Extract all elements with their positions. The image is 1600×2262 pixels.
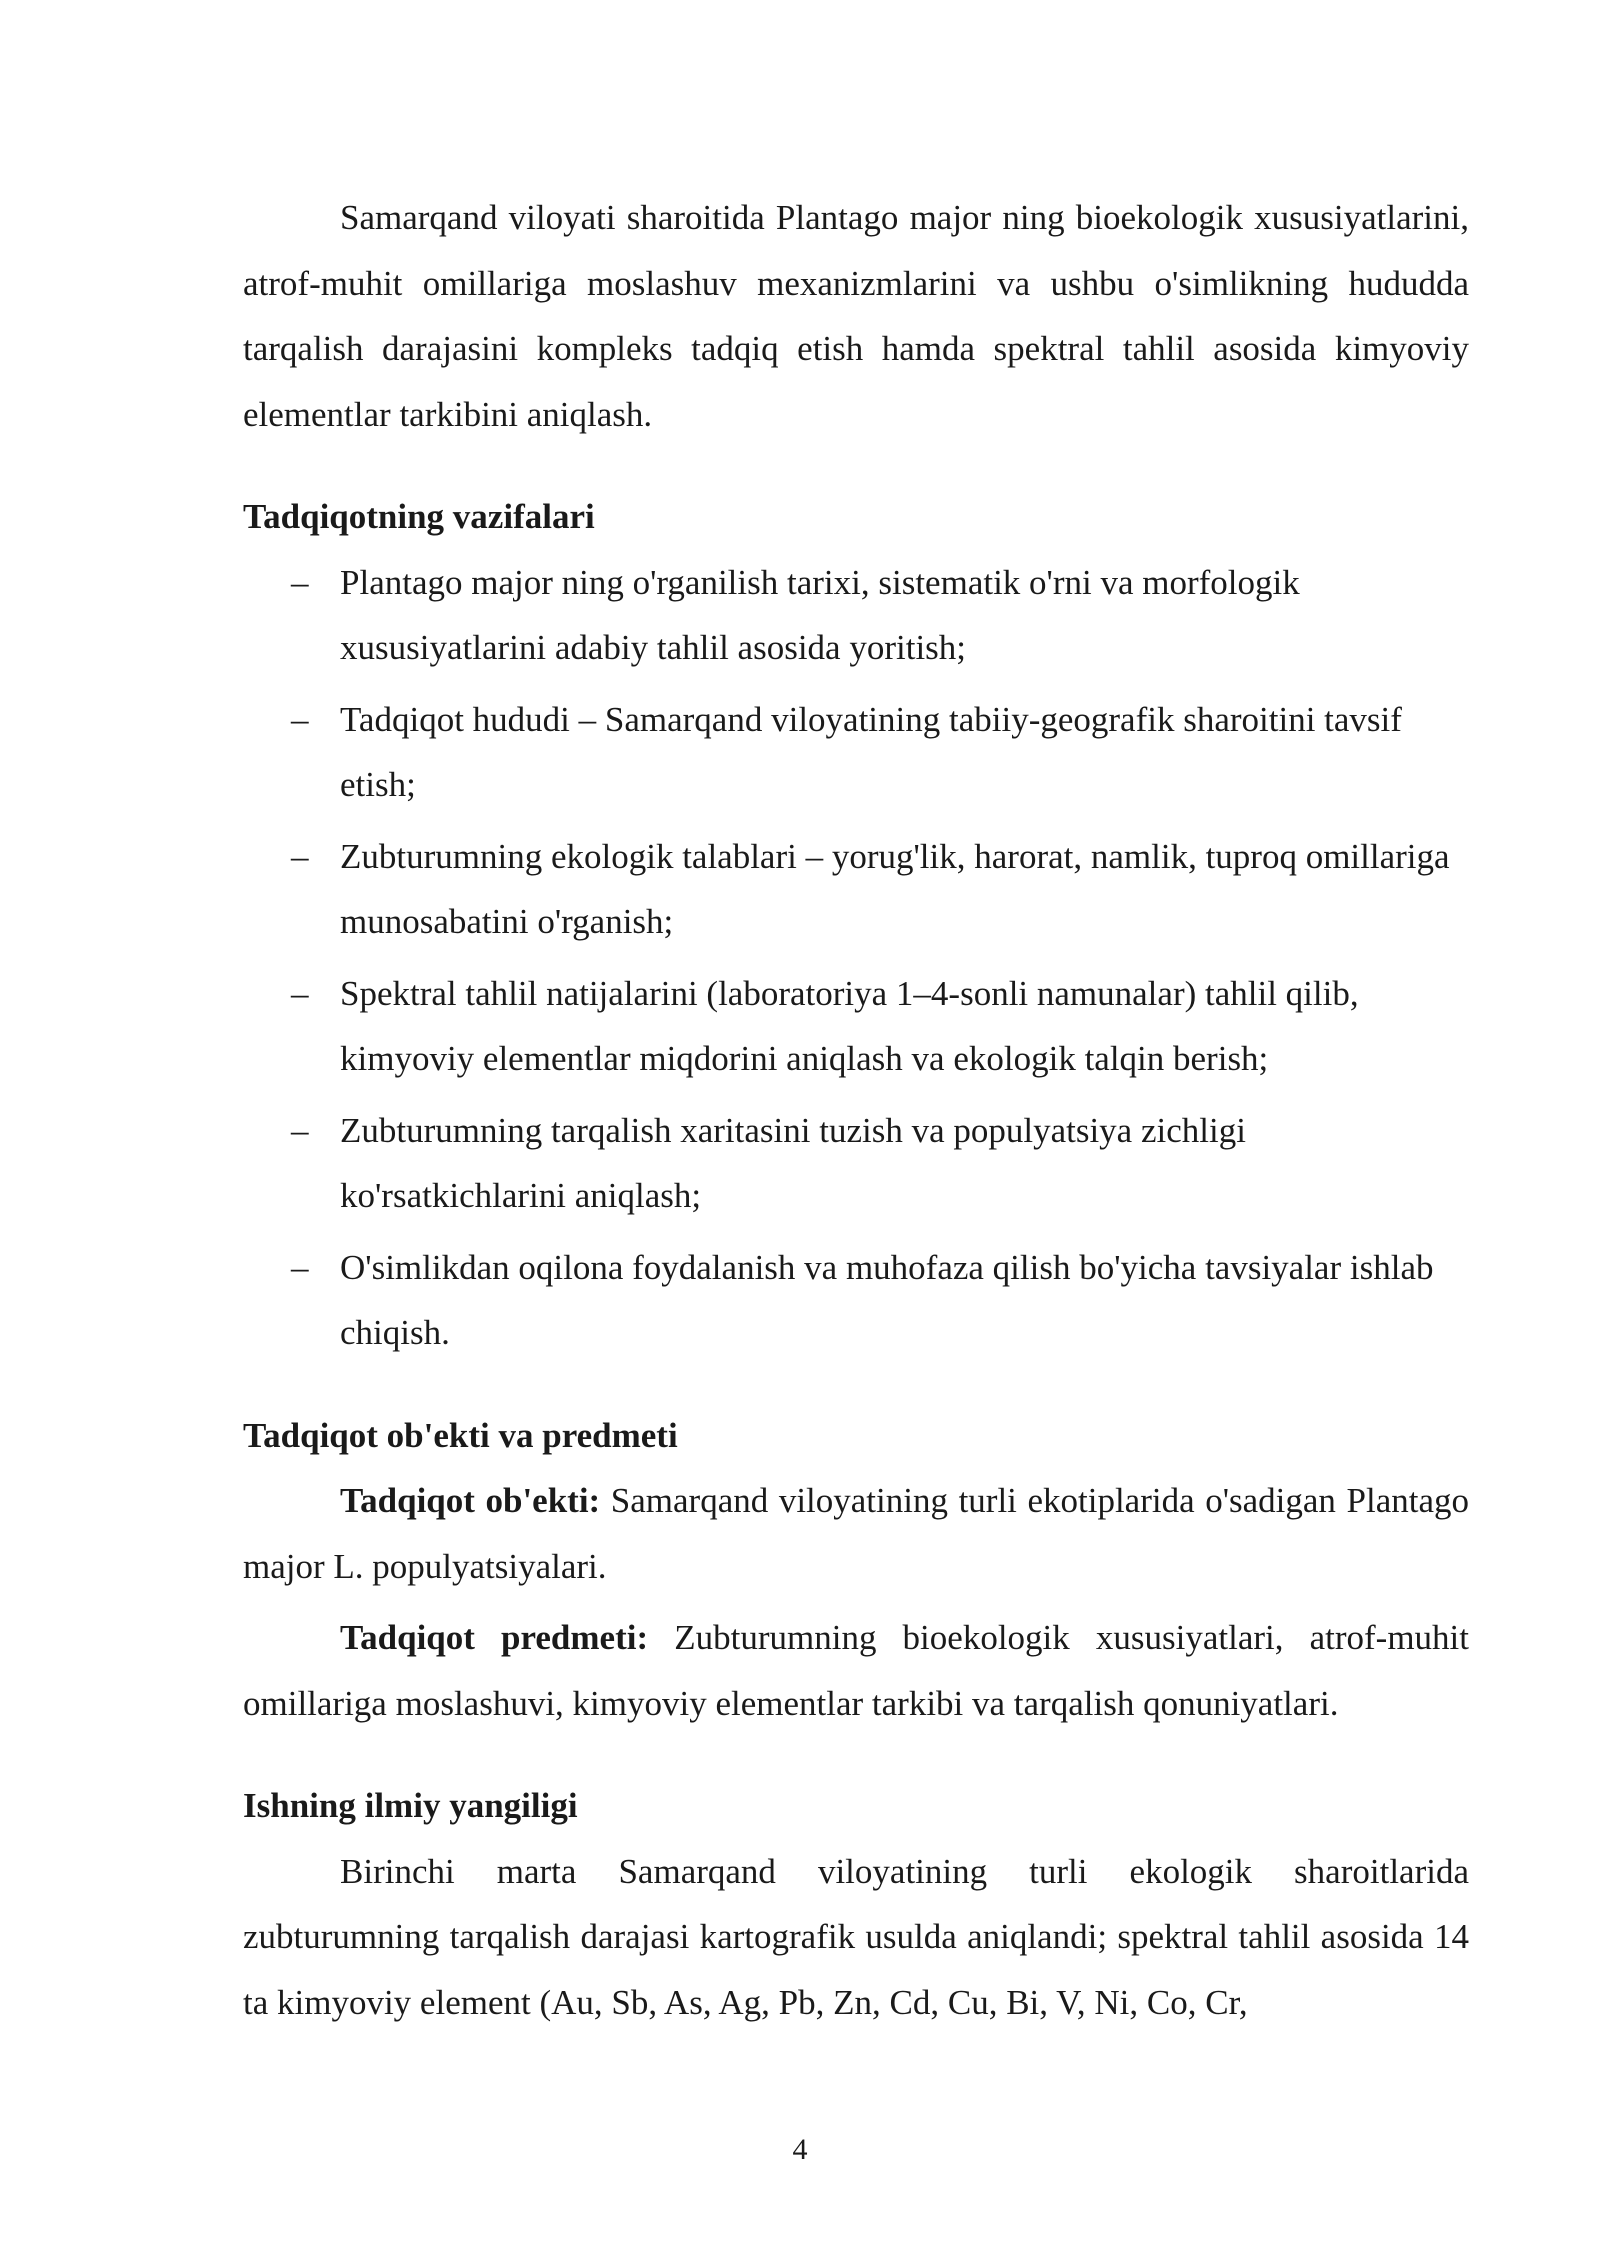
list-item	[243, 961, 1469, 1092]
subject-paragraph	[243, 1605, 1469, 1736]
list-item-text: O'simlikdan oqilona foydalanish va muhofaza qilish bo'yicha tavsiyalar ishlab chiqish.	[340, 1247, 1434, 1352]
list-dash: –	[291, 699, 309, 739]
list-dash: –	[291, 836, 309, 876]
subject-label: Tadqiqot predmeti:	[340, 1618, 649, 1657]
list-dash: –	[291, 973, 309, 1013]
object-label: Tadqiqot ob'ekti:	[340, 1481, 601, 1520]
page-number: 4	[792, 2133, 808, 2166]
list-item	[243, 1235, 1469, 1366]
list-item-text: Zubturumning ekologik talablari – yorug'lik, harorat, namlik, tuproq omillariga munosabatini o'rganish;	[340, 836, 1450, 941]
tasks-heading: Tadqiqotning vazifalari	[243, 497, 595, 536]
object-text: Samarqand viloyatining turli ekotiplarida o'sadigan Plantago major L. populyatsiyalari.	[243, 1481, 1469, 1586]
list-item	[243, 550, 1469, 681]
list-item-text: Zubturumning tarqalish xaritasini tuzish va populyatsiya zichligi ko'rsatkichlarini aniqlash;	[340, 1110, 1246, 1215]
list-item	[243, 1098, 1469, 1229]
novelty-heading: Ishning ilmiy yangiligi	[243, 1786, 578, 1825]
list-item-text: Tadqiqot hududi – Samarqand viloyatining tabiiy-geografik sharoitini tavsif etish;	[340, 699, 1402, 804]
list-item	[243, 824, 1469, 955]
list-dash: –	[291, 562, 309, 602]
tasks-list	[243, 550, 1469, 1366]
subject-text: Zubturumning bioekologik xususiyatlari, atrof-muhit omillariga moslashuvi, kimyoviy elementlar tarkibi va tarqalish qonuniyatlari.	[243, 1618, 1469, 1723]
novelty-paragraph: Birinchi marta Samarqand viloyatining turli ekologik sharoitlarida zubturumning tarqalish darajasi kartografik usulda aniqlandi; spektral tahlil asosida 14 ta kimyoviy element (Au, Sb, As, Ag, Pb, Zn, Cd, Cu, Bi, V, Ni, Co, Cr,	[243, 1851, 1469, 2022]
list-dash: –	[291, 1247, 309, 1287]
object-subject-heading: Tadqiqot ob'ekti va predmeti	[243, 1415, 678, 1455]
page-content	[243, 185, 1469, 2035]
list-item-text: Spektral tahlil natijalarini (laboratoriya 1–4-sonli namunalar) tahlil qilib, kimyoviy elementlar miqdorini aniqlash va ekologik talqin berish;	[340, 973, 1359, 1078]
object-paragraph	[243, 1468, 1469, 1599]
list-item-text: Plantago major ning o'rganilish tarixi, sistematik o'rni va morfologik xususiyatlarini adabiy tahlil asosida yoritish;	[340, 562, 1300, 667]
intro-paragraph: Samarqand viloyati sharoitida Plantago major ning bioekologik xususiyatlarini, atrof-muhit omillariga moslashuv mexanizmlarini va ushbu o'simlikning hududda tarqalish darajasini kompleks tadqiq etish hamda spektral tahlil asosida kimyoviy elementlar tarkibini aniqlash.	[243, 198, 1469, 434]
list-dash: –	[291, 1110, 309, 1150]
list-item	[243, 687, 1469, 818]
